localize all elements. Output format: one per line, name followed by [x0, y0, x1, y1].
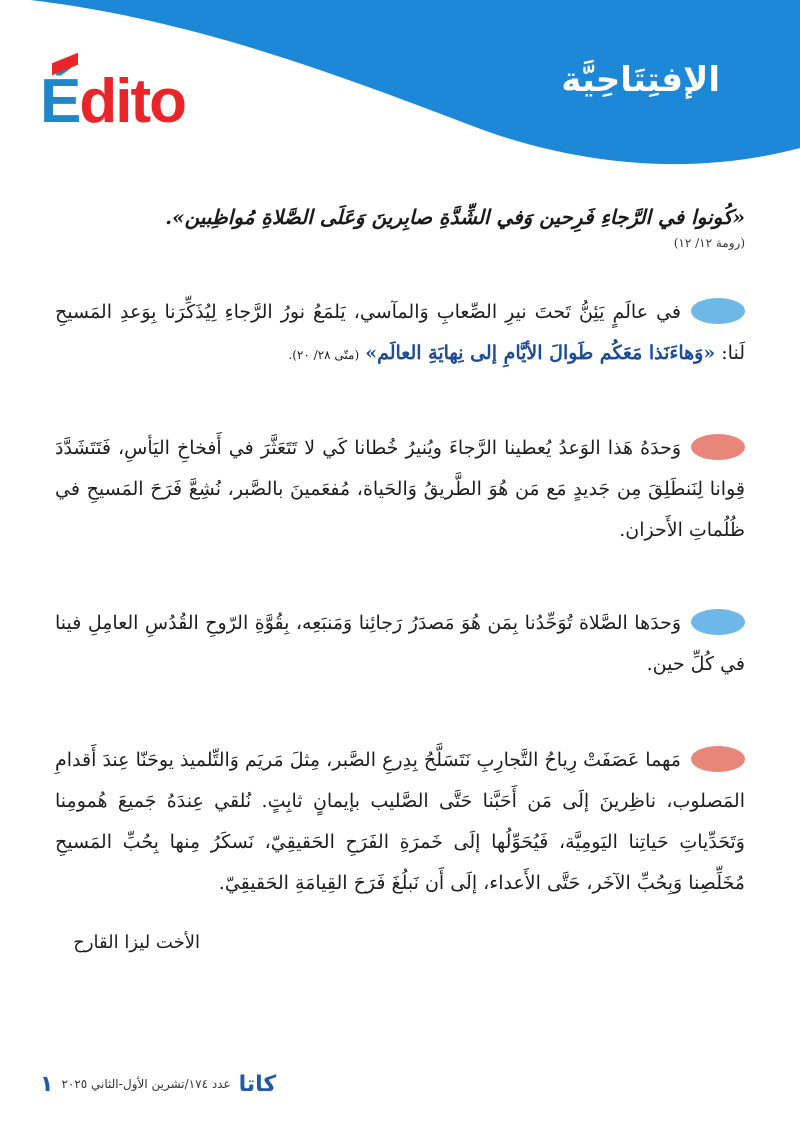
page-title: الإفتِتَاحِيَّة [561, 60, 720, 100]
page-footer [40, 1068, 276, 1100]
blue-bullet-icon [691, 609, 745, 635]
paragraph-3: وَحدَها الصَّلاة تُوَحِّدُنا بِمَن هُوَ مَصدَرُ رَجائِنا وَمَنبَعِه، بِقُوَّةِ الرّوحِ القُدُسِ العامِلِ فينا في كُلِّ حين. [55, 603, 745, 685]
issue-info: عدد ١٧٤/تشرين الأول-الثاني ٢٠٢٥ [61, 1077, 231, 1091]
epigraph-quote: «كُونوا في الرَّجاءِ فَرِحين وَفي الشِّدَّةِ صابِرينَ وَعَلَى الصَّلاةِ مُواظِبين». [165, 205, 745, 229]
author-signature: الأخت ليزا القارح [73, 932, 200, 953]
highlighted-verse: «وَهاءَنَذا مَعَكُم طَوالَ الأيَّامِ إلى نِهايَةِ العالَم» [365, 342, 716, 364]
paragraph-1: في عالَمٍ يَئِنُّ تَحتَ نيرِ الصِّعابِ وَالمآسي، يَلمَعُ نورُ الرَّجاءِ لِيُذَكِّرَنا بِوَعدِ المَسيحِ لَنا: «وَهاءَنَذا مَعَكُم طَوالَ الأيَّامِ إلى نِهايَةِ العالَم» (متّى ٢٨/ ٢٠). [55, 292, 745, 376]
article-body [55, 200, 745, 953]
blue-bullet-icon [691, 298, 745, 324]
verse-reference: (متّى ٢٨/ ٢٠). [288, 348, 360, 362]
edito-logo: Édito [40, 62, 185, 142]
paragraph-2: وَحدَهُ هَذا الوَعدُ يُعطينا الرَّجاءَ ويُنيرُ خُطانا كَي لا تَتَعَثَّرَ في أَفخاخِ اليَأسِ، فَتَتَشَدَّدَ قِوانا لِنَنطَلِقَ مِن جَديدٍ مَع مَن هُوَ الطَّريقُ وَالحَياة، مُفعَمينَ بالصَّبر، نُشِعَّ فَرَحَ المَسيحِ في ظُلُماتِ الأَحزان. [55, 428, 745, 551]
page-number: ١ [40, 1071, 54, 1097]
salmon-bullet-icon [691, 746, 745, 772]
paragraph-4: مَهما عَصَفَتْ رِياحُ التَّجارِبِ نَتَسَلَّحُ بِدِرعِ الصَّبر، مِثلَ مَريَم وَالتِّلميذ يوحَنّا عِندَ أَقدامِ المَصلوب، ناظِرينَ إلَى مَن أَحَبَّنا حَتَّى الصَّليب بإيمانٍ ثابِتٍ. نُلقي عِندَهُ جَميعَ هُمومِنا وَتَحَدِّياتِ حَياتِنا اليَومِيَّة، فَيُحَوِّلُها إلَى خَمرَةِ الفَرَحِ الحَقيقِيّ، نَسكَرُ مِنها بِحُبِّ المَسيحِ مُخَلِّصِنا وَبِحُبِّ الآخَر، حَتَّى الأَعداء، إلَى أَن نَبلُغَ فَرَحَ القِيامَةِ الحَقيقِيّ. [55, 740, 745, 904]
epigraph-reference: (رومة ١٢/ ١٢) [673, 236, 745, 250]
magazine-logo: كاتا [238, 1071, 277, 1097]
salmon-bullet-icon [691, 434, 745, 460]
